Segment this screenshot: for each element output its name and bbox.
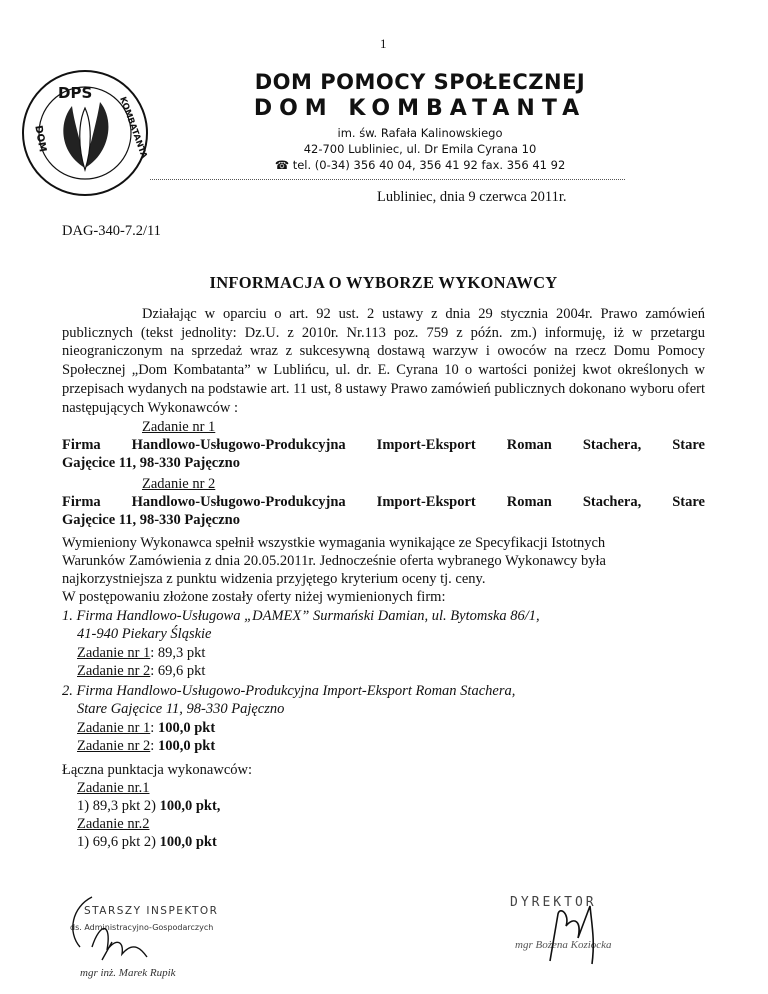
director-stamp-signature — [500, 866, 670, 966]
header-address: 42-700 Lubliniec, ul. Dr Emila Cyrana 10 — [303, 142, 537, 156]
stamp-right-line-1: DYREKTOR — [510, 895, 597, 910]
phone-icon: ☎ — [274, 158, 290, 172]
offer-1-task-1 — [77, 644, 205, 663]
totals-task-1-scores — [77, 797, 220, 816]
intro-paragraph: Działając w oparciu o art. 92 ust. 2 ustawy z dnia 29 stycznia 2004r. Prawo zamówień publicznych (tekst jednolity: Dz.U. z 2010r. Nr.113 poz. 759 z późn. zm.) informuję, iż w przetargu nieograniczonym na sprzedaż wraz z sukcesywną dostawą warzyw i owoców na rzecz Domu Pomocy Społecznej „Dom Kombatanta” w Lublińcu, ul. dr. E. Cyrana 10 o wartości poniżej kwot określonych w przepisach wydanych na podstawie art. 11 ust, 8 ustawy Prawo zamówień publicznych dokonano wyboru ofert następujących Wykonawców : — [62, 306, 705, 416]
document-date: Lubliniec, dnia 9 czerwca 2011r. — [377, 189, 567, 205]
body-line-2: Warunków Zamówienia z dnia 20.05.2011r. Jednocześnie oferta wybranego Wykonawcy była — [62, 553, 606, 569]
totals-task-1-label: Zadanie nr.1 — [77, 780, 150, 796]
totals-task-2-score-b: 100,0 pkt — [159, 834, 217, 850]
document-title: INFORMACJA O WYBORZE WYKONAWCY — [209, 273, 558, 292]
body-line-3: najkorzystniejsza z punktu widzenia przyjętego kryterium oceny tj. ceny. — [62, 571, 486, 587]
totals-task-1-score-b: 100,0 pkt, — [159, 798, 221, 814]
logo-kombatanta-text: KOMBATANTA — [117, 95, 149, 160]
totals-task-2-score-a: 1) 69,6 pkt 2) — [77, 834, 160, 850]
totals-task-2-label: Zadanie nr.2 — [77, 816, 150, 832]
header-contact-text: tel. (0-34) 356 40 04, 356 41 92 fax. 356 41 92 — [292, 158, 566, 172]
logo-dps-text: DPS — [58, 84, 93, 102]
header-divider — [150, 179, 625, 180]
page-number: 1 — [380, 36, 387, 51]
totals-task-1-score-a: 1) 89,3 pkt 2) — [77, 798, 160, 814]
offer-1-task-1-score: : 89,3 pkt — [150, 645, 206, 661]
offer-1-task-2-label: Zadanie nr 2 — [77, 663, 151, 679]
offer-2-task-1-score: 100,0 pkt — [157, 720, 216, 736]
task-2-firm-line-2: Gajęcice 11, 98-330 Pajęczno — [62, 512, 240, 528]
stamp-left-line-1: STARSZY INSPEKTOR — [84, 905, 219, 917]
offer-1-task-2 — [77, 662, 205, 681]
body-line-1: Wymieniony Wykonawca spełnił wszystkie wymagania wynikające ze Specyfikacji Istotnych — [62, 535, 606, 551]
header-title-1: DOM POMOCY SPOŁECZNEJ — [254, 70, 586, 94]
task-1-firm-line-1: Firma Handlowo-Usługowo-Produkcyjna Import-Eksport Roman Stachera, Stare — [62, 437, 705, 453]
totals-task-2-scores — [77, 833, 217, 852]
dps-logo — [20, 68, 150, 198]
task-1-firm-line-2: Gajęcice 11, 98-330 Pajęczno — [62, 455, 240, 471]
offer-1-line-1: 1. Firma Handlowo-Usługowa „DAMEX” Surmański Damian, ul. Bytomska 86/1, — [62, 608, 540, 624]
offer-1-task-1-label: Zadanie nr 1 — [77, 645, 151, 661]
totals-heading: Łączna punktacja wykonawców: — [62, 762, 253, 778]
task-2-firm-line-1: Firma Handlowo-Usługowo-Produkcyjna Import-Eksport Roman Stachera, Stare — [62, 494, 705, 510]
offer-2-line-2: Stare Gajęcice 11, 98-330 Pajęczno — [77, 701, 285, 717]
task-1-label: Zadanie nr 1 — [142, 419, 216, 435]
inspector-stamp-signature — [62, 892, 242, 982]
offer-2-line-1: 2. Firma Handlowo-Usługowo-Produkcyjna Import-Eksport Roman Stachera, — [62, 683, 516, 699]
stamp-right-line-2: mgr Bożena Koziocka — [515, 939, 612, 951]
body-line-4: W postępowaniu złożone zostały oferty niżej wymienionych firm: — [62, 589, 446, 605]
header-patron: im. św. Rafała Kalinowskiego — [337, 126, 503, 140]
offer-2-task-2-label: Zadanie nr 2 — [77, 738, 151, 754]
offer-1-line-2: 41-940 Piekary Śląskie — [77, 626, 212, 642]
stamp-left-line-2: ds. Administracyjno-Gospodarczych — [70, 923, 214, 932]
stamp-left-line-3: mgr inż. Marek Rupik — [80, 967, 176, 979]
offer-2-task-1: Zadanie nr 1: 100,0 pkt — [77, 720, 216, 736]
task-2-label: Zadanie nr 2 — [142, 476, 216, 492]
offer-2-task-2-score: 100,0 pkt — [157, 738, 216, 754]
logo-dom-text: DOM — [32, 124, 48, 153]
header-title-2: DOM KOMBATANTA — [253, 96, 587, 121]
offer-2-task-1-label: Zadanie nr 1 — [77, 720, 151, 736]
reference-number: DAG-340-7.2/11 — [62, 223, 161, 239]
offer-1-task-2-score: : 69,6 pkt — [150, 663, 206, 679]
offer-2-task-2: Zadanie nr 2: 100,0 pkt — [77, 738, 216, 754]
header-contact — [225, 158, 615, 172]
